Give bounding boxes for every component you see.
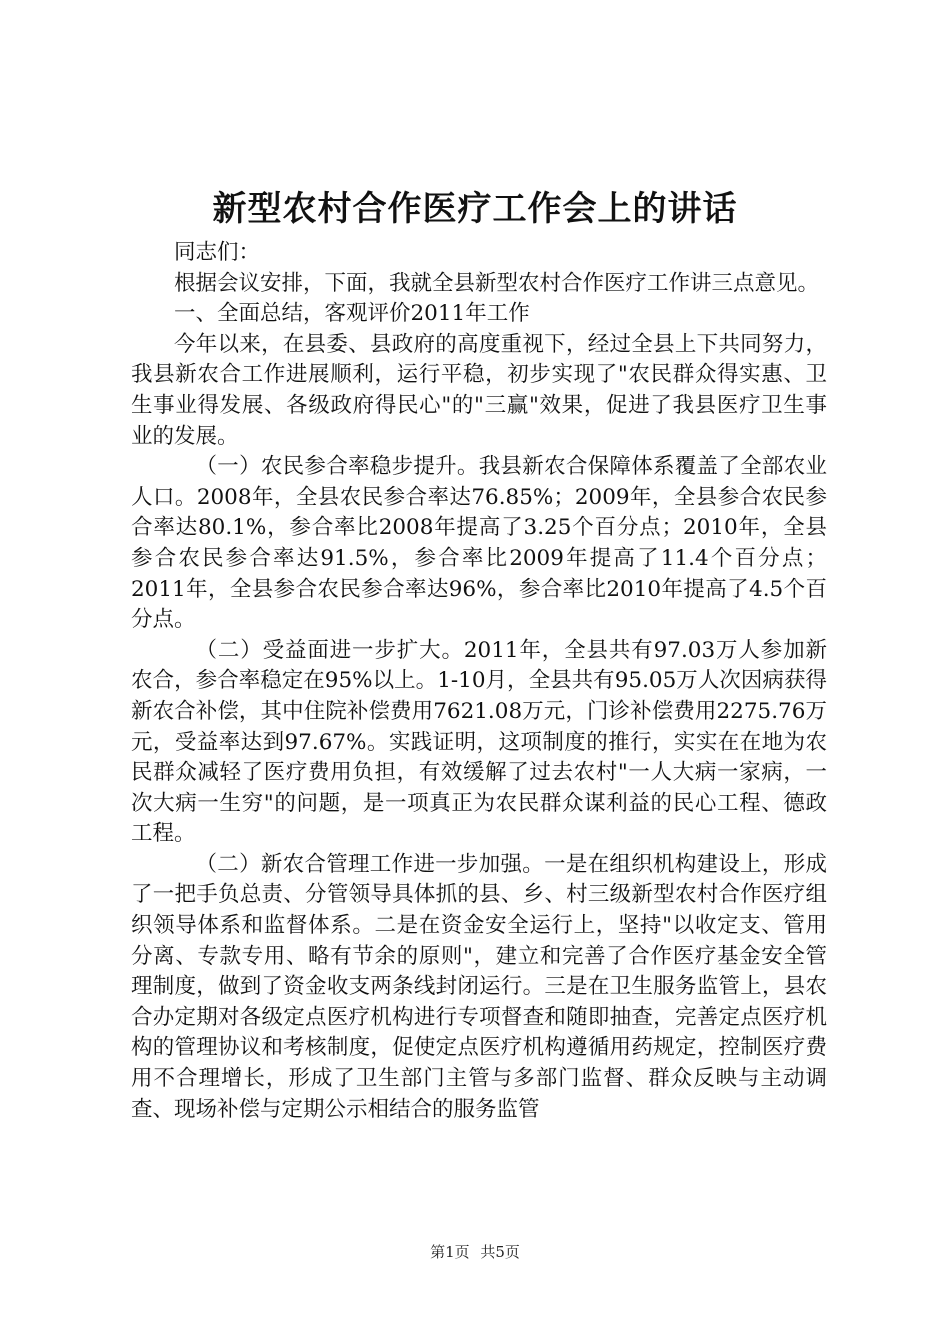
- paragraph-management: （二）新农合管理工作进一步加强。一是在组织机构建设上，形成了一把手负总责、分管领导具体抓的县、乡、村三级新型农村合作医疗组织领导体系和监督体系。二是在资金安全运行上，坚持"以收定支、管用分离、专款专用、略有节余的原则"，建立和完善了合作医疗基金安全管理制度，做到了资金收支两条线封闭运行。三是在卫生服务监管上，县农合办定期对各级定点医疗机构进行专项督查和随即抽查，完善定点医疗机构的管理协议和考核制度，促使定点医疗机构遵循用药规定，控制医疗费用不合理增长，形成了卫生部门主管与多部门监督、群众反映与主动调查、现场补偿与定期公示相结合的服务监管: [131, 851, 827, 1122]
- page-number: 第1页: [430, 1243, 470, 1261]
- paragraph-participation-rate: （一）农民参合率稳步提升。我县新农合保障体系覆盖了全部农业人口。2008年，全县农民参合率达76.85%；2009年，全县参合农民参合率达80.1%，参合率比2008年提高了3.25个百分点；2010年，全县参合农民参合率达91.5%，参合率比2009年提高了11.4个百分点；2011年，全县参合农民参合率达96%，参合率比2010年提高了4.5个百分点。: [131, 454, 827, 633]
- document-title: 新型农村合作医疗工作会上的讲话: [212, 189, 738, 229]
- page-total: 共5页: [480, 1243, 520, 1261]
- page-footer: [0, 1242, 950, 1262]
- paragraph-intro: 根据会议安排，下面，我就全县新型农村合作医疗工作讲三点意见。: [174, 270, 820, 296]
- document-body: [131, 238, 827, 1125]
- paragraph-overview: 今年以来，在县委、县政府的高度重视下，经过全县上下共同努力，我县新农合工作进展顺利，运行平稳，初步实现了"农民群众得实惠、卫生事业得发展、各级政府得民心"的"三赢"效果，促进了我县医疗卫生事业的发展。: [131, 331, 827, 449]
- paragraph-beneficiaries: （二）受益面进一步扩大。2011年，全县共有97.03万人参加新农合，参合率稳定在95%以上。1-10月，全县共有95.05万人次因病获得新农合补偿，其中住院补偿费用7621.08万元，门诊补偿费用2275.76万元，受益率达到97.67%。实践证明，这项制度的推行，实实在在地为农民群众减轻了医疗费用负担，有效缓解了过去农村"一人大病一家病，一次大病一生穷"的问题，是一项真正为农民群众谋利益的民心工程、德政工程。: [131, 637, 827, 847]
- section-heading-1: 一、全面总结，客观评价2011年工作: [174, 301, 530, 327]
- greeting: 同志们：: [174, 240, 261, 265]
